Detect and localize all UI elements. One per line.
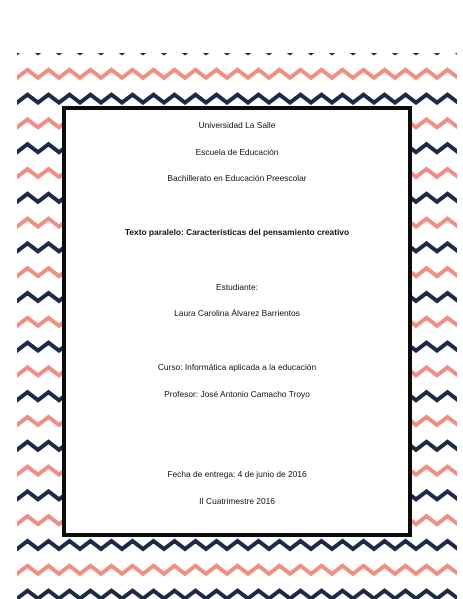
professor-name: Profesor: José Antonio Camacho Troyo — [164, 389, 310, 399]
student-label: Estudiante: — [216, 282, 258, 292]
chevron-stripe — [17, 591, 457, 599]
cover-page-frame — [62, 106, 412, 537]
chevron-stripe — [17, 541, 457, 549]
term: II Cuatrimestre 2016 — [199, 496, 275, 506]
course-name: Curso: Informática aplicada a la educación — [157, 362, 317, 372]
university-name: Universidad La Salle — [198, 120, 276, 130]
student-name: Laura Carolina Álvarez Barrientos — [174, 308, 300, 318]
program-name: Bachillerato en Educación Preescolar — [167, 173, 307, 183]
chevron-stripe — [17, 566, 457, 574]
document-title: Texto paralelo: Características del pensamiento creativo — [124, 227, 350, 237]
chevron-stripe — [17, 70, 457, 78]
school-name: Escuela de Educación — [195, 147, 279, 157]
chevron-stripe — [17, 95, 457, 103]
due-date: Fecha de entrega: 4 de junio de 2016 — [167, 469, 307, 479]
